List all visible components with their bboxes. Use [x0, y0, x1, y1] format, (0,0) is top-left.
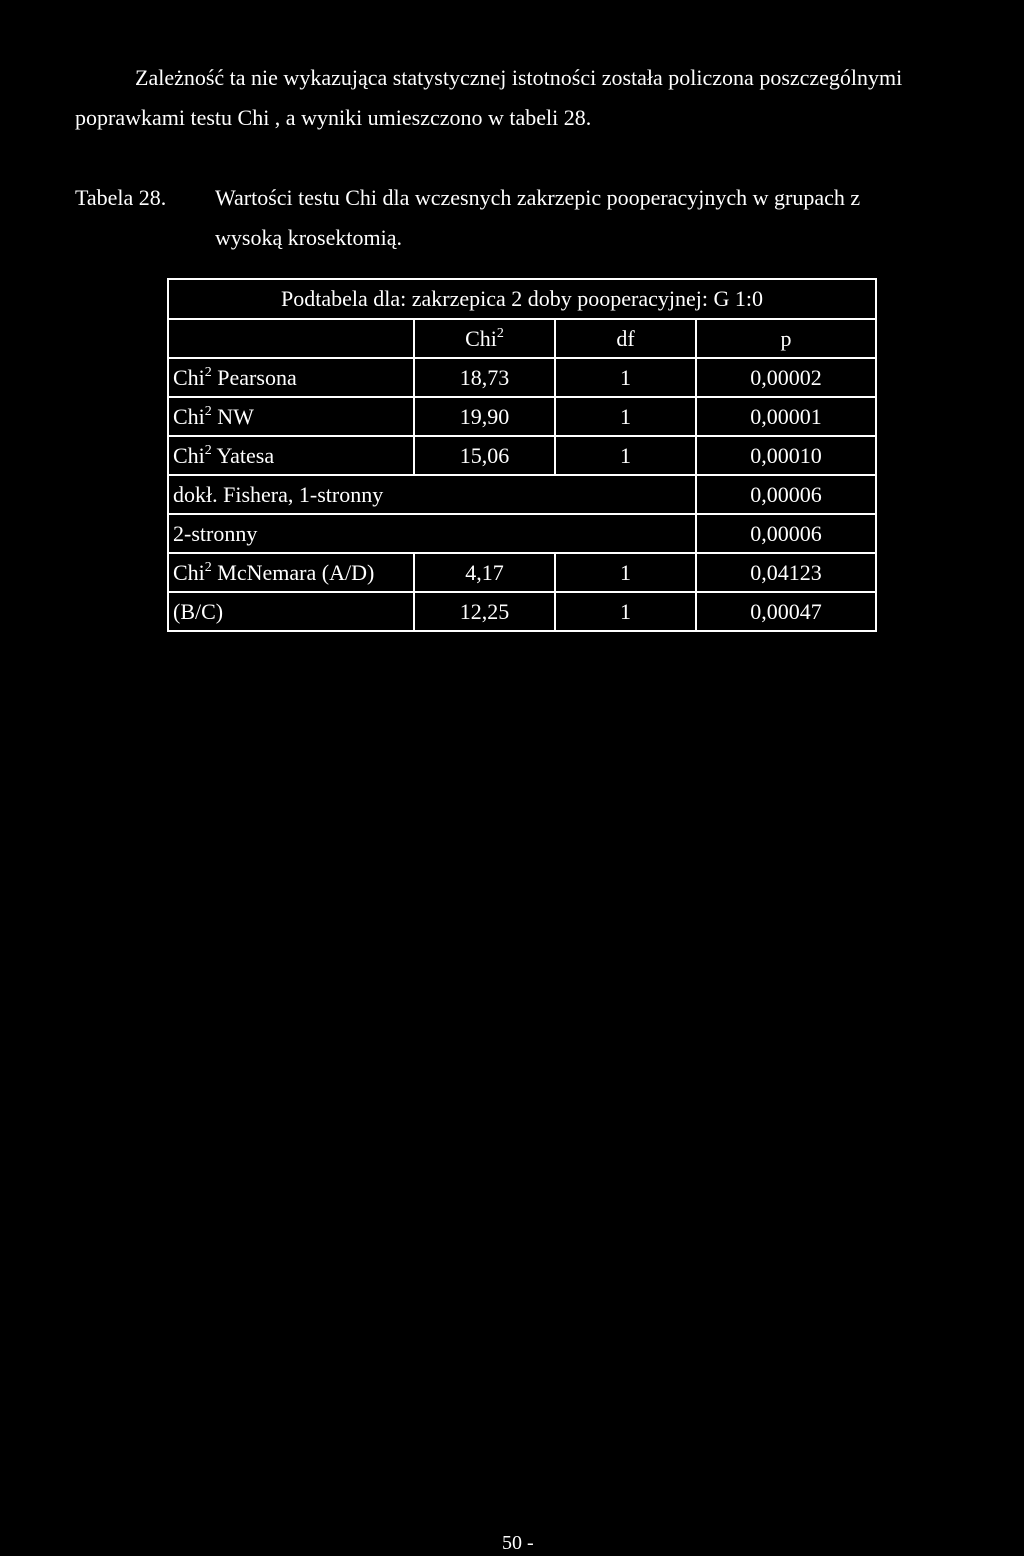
row-p: 0,00010	[696, 436, 876, 475]
row-p: 0,00047	[696, 592, 876, 631]
row-label	[168, 436, 414, 475]
header-df: df	[555, 319, 696, 358]
row-label-sup: 2	[204, 559, 212, 575]
header-chi	[414, 319, 555, 358]
table-header-row	[168, 319, 876, 358]
header-chi-sup: 2	[496, 325, 504, 341]
row-label-text: Pearsona	[211, 364, 297, 390]
row-label-text: McNemara (A/D)	[211, 559, 375, 585]
intro-line-1: Zależność ta nie wykazująca statystycznej istotności została policzona poszczególnymi	[135, 65, 903, 90]
row-df: 1	[555, 397, 696, 436]
row-chi: 15,06	[414, 436, 555, 475]
row-df: 1	[555, 592, 696, 631]
table-row	[168, 475, 876, 514]
row-p: 0,04123	[696, 553, 876, 592]
row-label: 2-stronny	[168, 514, 414, 553]
row-label-prefix: Chi	[173, 559, 205, 585]
row-label	[168, 358, 414, 397]
row-label-sup: 2	[204, 403, 212, 419]
table-row	[168, 553, 876, 592]
table-subtitle: Podtabela dla: zakrzepica 2 doby pooperacyjnej: G 1:0	[168, 279, 876, 319]
table-row	[168, 358, 876, 397]
row-df: 1	[555, 358, 696, 397]
header-empty	[168, 319, 414, 358]
row-label	[168, 553, 414, 592]
table-caption-label: Tabela 28.	[75, 185, 167, 210]
page-number: 50 -	[502, 1532, 534, 1554]
row-label-text: Yatesa	[211, 442, 275, 468]
table-subtitle-row	[168, 279, 876, 319]
row-p: 0,00006	[696, 475, 876, 514]
row-label-prefix: Chi	[173, 364, 205, 390]
row-chi: 19,90	[414, 397, 555, 436]
table-caption-line-1: Wartości testu Chi dla wczesnych zakrzepic pooperacyjnych w grupach z	[215, 185, 861, 210]
row-label-prefix: Chi	[173, 403, 205, 429]
row-p: 0,00006	[696, 514, 876, 553]
row-label-sup: 2	[204, 442, 212, 458]
row-chi-empty	[414, 514, 555, 553]
row-chi: 4,17	[414, 553, 555, 592]
row-label-prefix: Chi	[173, 442, 205, 468]
row-label-text: NW	[211, 403, 254, 429]
table-row	[168, 592, 876, 631]
row-chi: 18,73	[414, 358, 555, 397]
table-row	[168, 397, 876, 436]
row-chi: 12,25	[414, 592, 555, 631]
row-label: (B/C)	[168, 592, 414, 631]
chi-square-table	[167, 278, 877, 632]
table-row	[168, 514, 876, 553]
intro-line-2: poprawkami testu Chi , a wyniki umieszczono w tabeli 28.	[75, 105, 592, 130]
header-p: p	[696, 319, 876, 358]
row-label	[168, 397, 414, 436]
row-p: 0,00001	[696, 397, 876, 436]
row-p: 0,00002	[696, 358, 876, 397]
row-df-empty	[555, 514, 696, 553]
row-df-empty	[555, 475, 696, 514]
header-chi-text: Chi	[465, 325, 497, 351]
row-label-sup: 2	[204, 364, 212, 380]
table-caption-line-2: wysoką krosektomią.	[215, 225, 402, 250]
table-caption-text	[215, 178, 995, 258]
row-df: 1	[555, 553, 696, 592]
row-label: dokł. Fishera, 1-stronny	[168, 475, 414, 514]
table-row	[168, 436, 876, 475]
intro-paragraph	[75, 58, 990, 138]
row-df: 1	[555, 436, 696, 475]
row-chi-empty	[414, 475, 555, 514]
